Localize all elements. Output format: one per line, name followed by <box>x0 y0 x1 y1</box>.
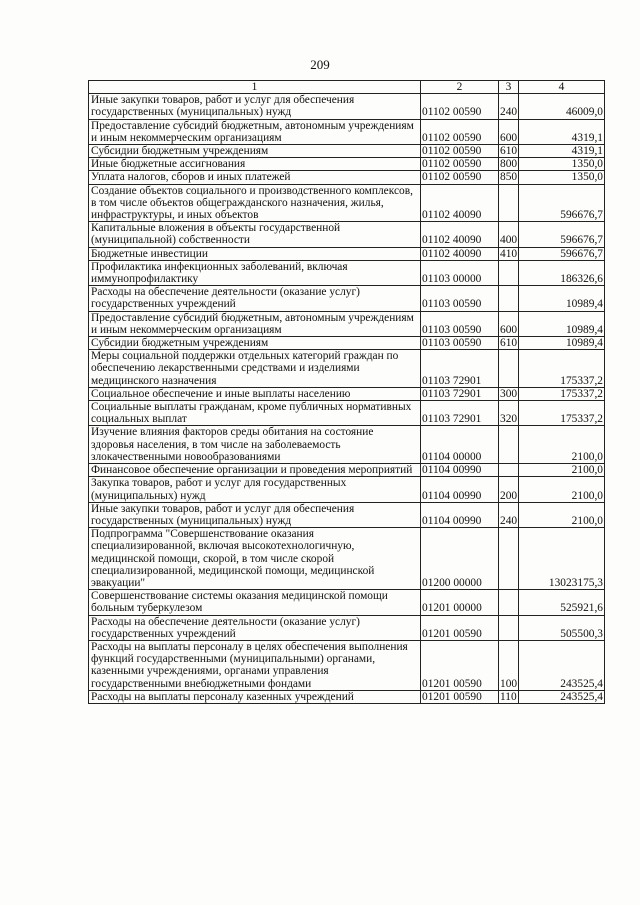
row-name: Расходы на обеспечение деятельности (оказание услуг) государственных учреждений <box>89 286 421 311</box>
row-vr: 110 <box>500 690 517 703</box>
row-name: Создание объектов социального и производственного комплексов, в том числе объектов общегражданского назначения, жилья, инфраструктуры, и иных объектов <box>89 184 421 222</box>
row-amount: 243525,4 <box>519 690 605 703</box>
row-code: 01102 40090 <box>421 184 499 222</box>
table-row <box>89 311 605 336</box>
row-vr: 200 <box>499 477 519 502</box>
row-vr: 850 <box>500 171 518 184</box>
row-name: Иные закупки товаров, работ и услуг для обеспечения государственных (муниципальных) нужд <box>89 94 421 119</box>
header-col-3: 3 <box>499 81 519 94</box>
row-name: Изучение влияния факторов среды обитания на состояние здоровья населения, в том числе на заболеваемость злокачественными новообразованиями <box>89 426 421 464</box>
header-col-4: 4 <box>519 81 605 94</box>
row-amount: 4319,1 <box>519 145 605 158</box>
row-name: Иные бюджетные ассигнования <box>89 158 421 171</box>
row-code: 01102 00590 <box>421 145 499 158</box>
row-code: 01104 00990 <box>421 502 499 527</box>
row-amount: 525921,6 <box>519 590 605 615</box>
table-row <box>89 260 605 285</box>
table-row <box>89 426 605 464</box>
row-code: 01103 00000 <box>421 260 499 285</box>
header-col-2: 2 <box>421 81 499 94</box>
table-row <box>89 145 605 158</box>
row-vr: 400 <box>499 222 519 247</box>
row-code: 01102 00590 <box>421 94 499 119</box>
row-vr: 600 <box>499 311 519 336</box>
row-code: 01102 40090 <box>421 222 499 247</box>
table-row <box>89 350 605 388</box>
row-code: 01103 00590 <box>421 337 499 350</box>
table-row <box>89 690 605 703</box>
row-code: 01200 00000 <box>421 528 499 590</box>
row-amount: 10989,4 <box>519 311 605 336</box>
table-header-row <box>89 81 605 94</box>
row-vr: 100 <box>499 640 519 690</box>
table-row <box>89 477 605 502</box>
row-code: 01103 72901 <box>421 387 499 400</box>
row-name: Закупка товаров, работ и услуг для государственных (муниципальных) нужд <box>89 477 421 502</box>
row-vr <box>499 260 519 285</box>
row-name: Расходы на выплаты персоналу в целях обеспечения выполнения функций государственными (муниципальными) органами, казенными учреждениями, органами управления государственными внебюджетными фондами <box>89 640 421 690</box>
row-name: Субсидии бюджетным учреждениям <box>89 145 421 158</box>
row-name: Финансовое обеспечение организации и проведения мероприятий <box>89 464 421 477</box>
table-row <box>89 247 605 260</box>
row-amount: 2100,0 <box>519 477 605 502</box>
table-row <box>89 286 605 311</box>
row-amount: 46009,0 <box>519 94 605 119</box>
table-row <box>89 337 605 350</box>
table-row <box>89 222 605 247</box>
row-amount: 596676,7 <box>519 247 605 260</box>
table-row <box>89 401 605 426</box>
row-name: Социальные выплаты гражданам, кроме публичных нормативных социальных выплат <box>89 401 421 426</box>
table-row <box>89 615 605 640</box>
row-code: 01201 00000 <box>421 590 499 615</box>
row-name: Расходы на обеспечение деятельности (оказание услуг) государственных учреждений <box>89 615 421 640</box>
row-code: 01103 72901 <box>421 350 499 388</box>
row-name: Уплата налогов, сборов и иных платежей <box>89 171 421 184</box>
row-vr: 300 <box>500 387 518 400</box>
row-amount: 243525,4 <box>519 640 605 690</box>
row-vr: 600 <box>499 119 519 144</box>
row-name: Иные закупки товаров, работ и услуг для обеспечения государственных (муниципальных) нужд <box>89 502 421 527</box>
row-amount: 2100,0 <box>519 426 605 464</box>
row-vr: 610 <box>500 145 518 158</box>
row-name: Расходы на выплаты персоналу казенных учреждений <box>89 690 421 703</box>
row-amount: 186326,6 <box>519 260 605 285</box>
table-row <box>89 184 605 222</box>
page-number: 209 <box>310 57 330 72</box>
row-vr <box>499 286 519 311</box>
table-row <box>89 590 605 615</box>
row-amount: 10989,4 <box>519 286 605 311</box>
table-row <box>89 171 605 184</box>
table-row <box>89 119 605 144</box>
row-name: Бюджетные инвестиции <box>89 247 421 260</box>
table-row <box>89 387 605 400</box>
table-row <box>89 464 605 477</box>
row-code: 01102 00590 <box>421 119 499 144</box>
row-amount: 4319,1 <box>519 119 605 144</box>
row-name: Субсидии бюджетным учреждениям <box>89 337 421 350</box>
row-vr <box>499 590 519 615</box>
row-vr <box>499 528 519 590</box>
row-vr: 610 <box>500 337 518 350</box>
row-amount: 596676,7 <box>519 184 605 222</box>
budget-table <box>88 80 605 704</box>
row-name: Профилактика инфекционных заболеваний, включая иммунопрофилактику <box>89 260 421 285</box>
row-name: Меры социальной поддержки отдельных категорий граждан по обеспечению лекарственными средствами и изделиями медицинского назначения <box>89 350 421 388</box>
row-amount: 596676,7 <box>519 222 605 247</box>
row-code: 01201 00590 <box>421 690 499 703</box>
row-vr <box>499 350 519 388</box>
row-amount: 2100,0 <box>519 502 605 527</box>
row-vr: 320 <box>499 401 519 426</box>
row-code: 01201 00590 <box>421 615 499 640</box>
row-name: Предоставление субсидий бюджетным, автономным учреждениям и иным некоммерческим организациям <box>89 311 421 336</box>
row-code: 01104 00990 <box>421 464 499 477</box>
table-row <box>89 528 605 590</box>
row-vr: 800 <box>500 158 518 171</box>
row-amount: 10989,4 <box>519 337 605 350</box>
row-amount: 1350,0 <box>519 158 605 171</box>
row-code: 01103 72901 <box>421 401 499 426</box>
row-amount: 175337,2 <box>519 387 605 400</box>
row-code: 01103 00590 <box>421 286 499 311</box>
row-name: Капитальные вложения в объекты государственной (муниципальной) собственности <box>89 222 421 247</box>
row-amount: 13023175,3 <box>519 528 605 590</box>
row-amount: 2100,0 <box>519 464 605 477</box>
row-code: 01201 00590 <box>421 640 499 690</box>
row-code: 01102 40090 <box>421 247 499 260</box>
table-row <box>89 502 605 527</box>
row-amount: 175337,2 <box>519 350 605 388</box>
row-code: 01104 00000 <box>421 426 499 464</box>
table-row <box>89 94 605 119</box>
row-name: Подпрограмма "Совершенствование оказания специализированной, включая высокотехнологичную, медицинской помощи, скорой, в том числе скорой специализированной, медицинской помощи, медицинской эвакуации" <box>89 528 421 590</box>
row-name: Социальное обеспечение и иные выплаты населению <box>89 387 421 400</box>
row-amount: 175337,2 <box>519 401 605 426</box>
row-vr <box>499 184 519 222</box>
header-col-1: 1 <box>89 81 421 94</box>
row-code: 01103 00590 <box>421 311 499 336</box>
row-name: Совершенствование системы оказания медицинской помощи больным туберкулезом <box>89 590 421 615</box>
table-row <box>89 640 605 690</box>
row-vr <box>499 426 519 464</box>
row-name: Предоставление субсидий бюджетным, автономным учреждениям и иным некоммерческим организациям <box>89 119 421 144</box>
row-amount: 505500,3 <box>519 615 605 640</box>
row-vr <box>499 464 519 477</box>
row-vr: 410 <box>500 247 518 260</box>
row-amount: 1350,0 <box>519 171 605 184</box>
row-code: 01102 00590 <box>421 158 499 171</box>
row-vr <box>499 615 519 640</box>
row-code: 01104 00990 <box>421 477 499 502</box>
table-row <box>89 158 605 171</box>
row-code: 01102 00590 <box>421 171 499 184</box>
row-vr: 240 <box>499 502 519 527</box>
row-vr: 240 <box>499 94 519 119</box>
